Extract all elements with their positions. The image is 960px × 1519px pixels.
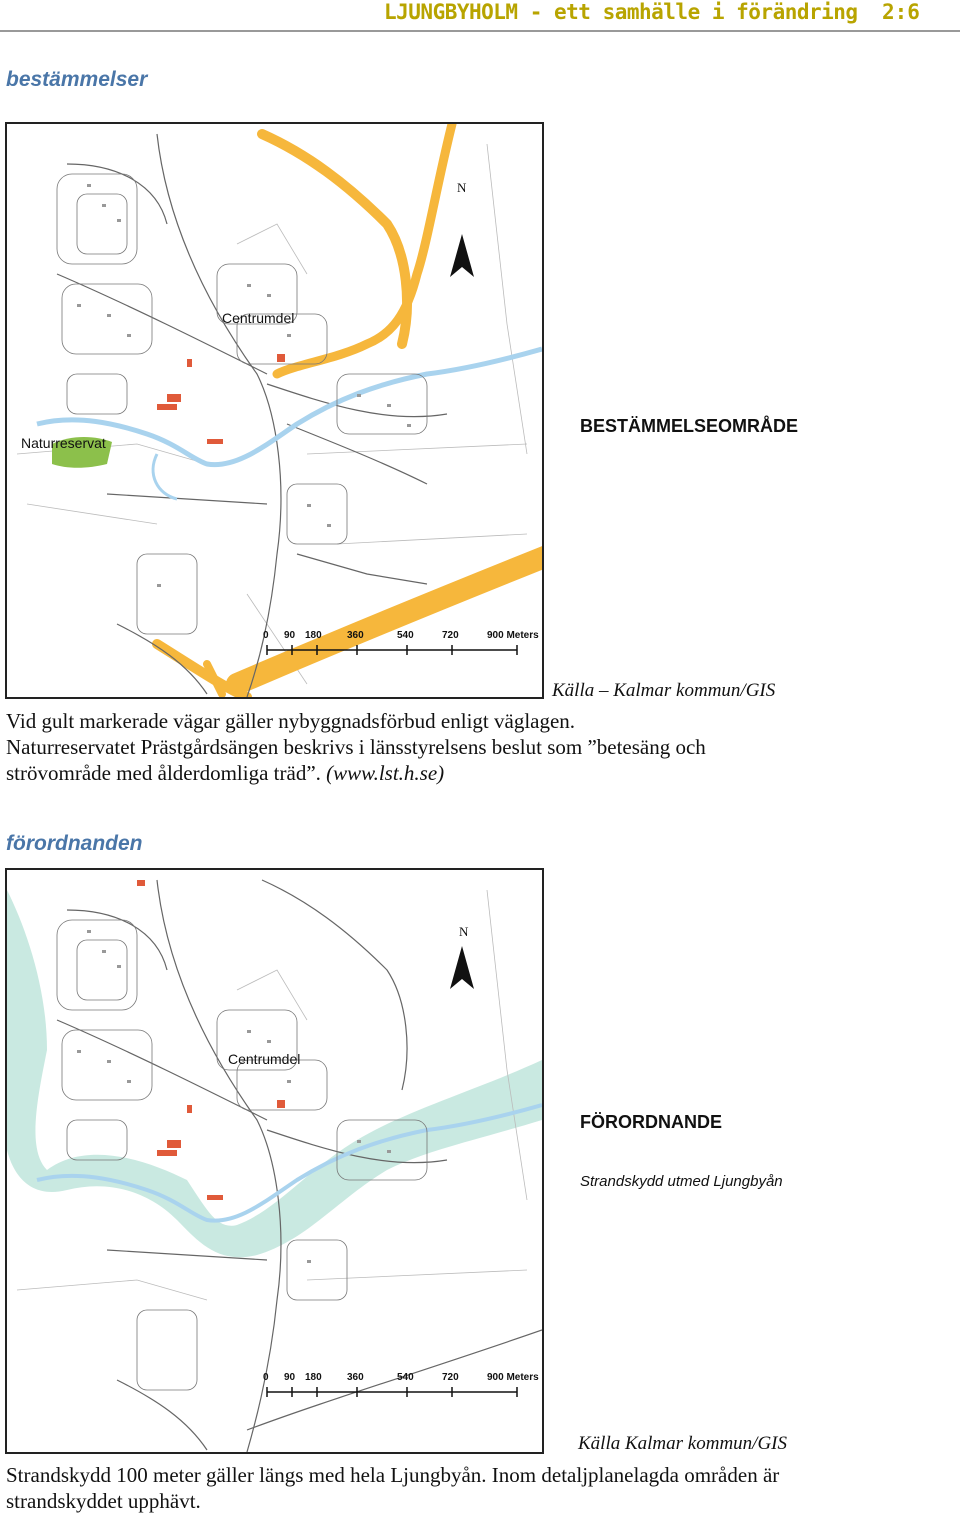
document-title: LJUNGBYHOLM - ett samhälle i förändring — [384, 0, 858, 24]
page-number: 2:6 — [882, 0, 920, 24]
map-label-naturreservat: Naturreservat — [21, 435, 106, 451]
map-bestammelser-graphic — [7, 124, 542, 697]
body-line: Naturreservatet Prästgårdsängen beskrivs i länsstyrelsens beslut som ”betesäng och — [6, 735, 706, 759]
map-forordnanden — [5, 868, 544, 1454]
body-paragraph-1 — [6, 708, 951, 786]
map-label-centrumdel: Centrumdel — [228, 1051, 301, 1067]
scale-tick: 90 — [284, 630, 296, 641]
scale-tick: 900 Meters — [487, 1372, 539, 1383]
map-label-centrumdel: Centrumdel — [222, 310, 295, 326]
map-bestammelser — [5, 122, 544, 699]
scale-tick: 0 — [263, 1372, 269, 1383]
body-line: Strandskydd 100 meter gäller längs med hela Ljungbyån. Inom detaljplanelagda områden är — [6, 1463, 780, 1487]
scale-tick: 540 — [397, 1372, 414, 1383]
north-label: N — [457, 180, 467, 195]
header-divider — [0, 30, 960, 32]
body-line: Vid gult markerade vägar gäller nybyggnadsförbud enligt väglagen. — [6, 709, 576, 733]
scale-tick: 540 — [397, 630, 414, 641]
body-line: strandskyddet upphävt. — [6, 1489, 201, 1513]
shore-protection-zone — [7, 890, 542, 1257]
scale-tick: 720 — [442, 630, 459, 641]
scale-tick: 360 — [347, 1372, 364, 1383]
map-source: Källa Kalmar kommun/GIS — [578, 1433, 787, 1454]
source-link: (www.lst.h.se) — [326, 761, 445, 785]
legend-title-forordnande: FÖRORDNANDE — [580, 1112, 722, 1132]
map-forordnanden-graphic — [7, 870, 542, 1452]
scale-tick: 180 — [305, 1372, 322, 1383]
map-source: Källa – Kalmar kommun/GIS — [552, 680, 776, 701]
scale-tick: 0 — [263, 630, 269, 641]
section-heading-forordnanden: förordnanden — [6, 832, 143, 855]
scale-tick: 900 Meters — [487, 630, 539, 641]
scale-tick: 90 — [284, 1372, 296, 1383]
north-arrow-icon — [450, 234, 474, 277]
body-line — [6, 760, 951, 786]
north-label: N — [459, 924, 469, 939]
scale-tick: 720 — [442, 1372, 459, 1383]
legend-title-bestammelseomrade: BESTÄMMELSEOMRÅDE — [580, 416, 799, 436]
section-heading-bestammelser: bestämmelser — [6, 68, 148, 91]
north-arrow-icon — [450, 946, 474, 989]
legend-subtitle-strandskydd: Strandskydd utmed Ljungbyån — [580, 1173, 783, 1190]
body-line-text: strövområde med ålderdomliga träd”. — [6, 761, 321, 785]
body-paragraph-2 — [6, 1462, 951, 1514]
scale-tick: 360 — [347, 630, 364, 641]
scale-tick: 180 — [305, 630, 322, 641]
